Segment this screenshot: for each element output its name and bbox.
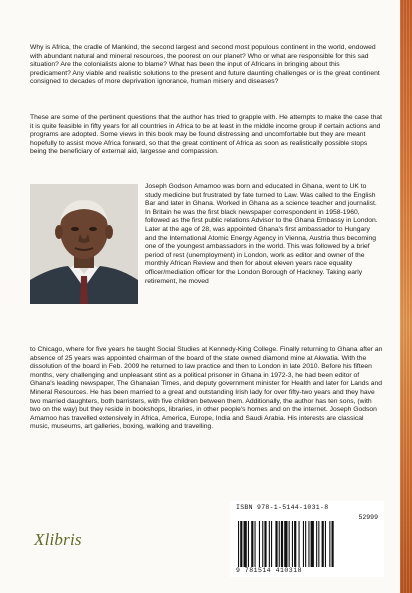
barcode-bar bbox=[244, 521, 247, 567]
barcode-bar bbox=[248, 521, 249, 567]
barcode-bar bbox=[289, 521, 290, 567]
barcode-bar bbox=[284, 521, 287, 567]
barcode-bar bbox=[255, 521, 256, 567]
barcode-bar bbox=[262, 521, 263, 567]
barcode-bar bbox=[318, 521, 319, 567]
barcode-bar bbox=[238, 521, 239, 567]
author-portrait-icon bbox=[30, 184, 138, 304]
barcode-bar bbox=[299, 521, 300, 567]
barcode-bar bbox=[332, 521, 334, 567]
barcode-bar bbox=[303, 521, 304, 567]
barcode-bar bbox=[322, 521, 324, 567]
barcode-bar bbox=[271, 521, 272, 567]
barcode-bar bbox=[281, 521, 283, 567]
spine-edge bbox=[400, 0, 412, 593]
isbn-barcode bbox=[230, 501, 384, 577]
barcode-bar bbox=[269, 521, 270, 567]
barcode-bar bbox=[311, 521, 314, 567]
barcode-bar bbox=[259, 521, 260, 567]
author-bio-side: Joseph Godson Amamoo was born and educated in Ghana, went to UK to study medicine but frustrated by fate turned to Law. Was called to the English Bar and later in Ghana. Worked in Ghana as a science teacher and journalist. In Britain he was the first black newspaper correspondent in 1958-1960, followed as the first public relations Advisor to the Ghana Embassy in London. Later at the age of 28, was appointed Ghana's first ambassador to Hungary and the International Atomic Energy Agency in Vienna, Austria thus becoming one of the youngest ambassadors in the world. This was followed by a brief period of rest (unemployment) in London, work as editor and owner of the monthly African Review and then for about eleven years race equality officer/mediation officer for the London Borough of Hackney. Taking early retirement, he moved bbox=[145, 183, 378, 285]
barcode-bar bbox=[240, 521, 242, 567]
publisher-logo: Xlibris bbox=[34, 530, 82, 549]
barcode-bar bbox=[294, 521, 296, 567]
author-bio-continued: to Chicago, where for five years he taught Social Studies at Kennedy-King College. Finally returning to Ghana after an absence of 25 years was appointed chairman of the board of the state owned diamond mine at Akwatia. With the dissolution of the board in Feb. 2009 he returned to law practice and then to London in late 2010. Before his fifteen months, very challenging and unpleasant stint as a political prisoner in Ghana in 1972-3, he had been editor of Ghana's leading newspaper, The Ghanaian Times, and deputy government minister for Health and later for Lands and Mineral Resources. He has been married to a great and outstanding Irish lady for over fifty-two years and they have two married daughters, both barristers, with five children between them. Additionally, the author has ten sons, (with two on the way) but they reside in bookshops, libraries, in other people's homes and on the internet. Joseph Godson Amamoo has travelled extensively in Africa, America, Europe, India and Saudi Arabia. His interests are classical music, museums, art galleries, boxing, walking and travelling. bbox=[30, 346, 383, 431]
synopsis-paragraph-1: Why is Africa, the cradle of Mankind, the second largest and second most populous continent in the world, endowed with abundant natural and mineral resources, the poorest on our planet? Who or what are responsible for this sad situation? Are the colonialists alone to blame? What has been the input of Africans in bringing about this predicament? Any viable and realistic solutions to the present and future daunting challenges or is the great continent consigned to decades of more deprivation ignorance, human misery and diseases? bbox=[30, 44, 380, 86]
barcode-bar bbox=[251, 521, 253, 567]
price-code: 52999 bbox=[358, 514, 378, 521]
barcode-bar bbox=[292, 521, 293, 567]
barcode-bar bbox=[329, 521, 330, 567]
barcode-bar bbox=[308, 521, 309, 567]
barcode-bars-icon bbox=[236, 521, 378, 567]
synopsis-paragraph-2: These are some of the pertinent questions that the author has tried to grapple with. He attempts to make the case that it is quite feasible in fifty years for all countries in Africa to be at least in the middle income group if certain actions and programs are adopted. Some views in this book may be found distressing and uncomfortable but they are meant hopefully to assist move Africa forward, so that the great continent of Africa as soon as realistically possible stops being the beneficiary of external aid, largesse and compassion. bbox=[30, 114, 382, 156]
barcode-bar bbox=[325, 521, 326, 567]
barcode-bar bbox=[279, 521, 280, 567]
barcode-bar bbox=[305, 521, 306, 567]
barcode-bar bbox=[316, 521, 317, 567]
barcode-bar bbox=[275, 521, 277, 567]
isbn-digits: 9 781514 410318 bbox=[236, 567, 303, 574]
isbn-label: ISBN 978-1-5144-1031-8 bbox=[236, 504, 329, 511]
barcode-bar bbox=[264, 521, 266, 567]
author-portrait bbox=[30, 184, 138, 304]
